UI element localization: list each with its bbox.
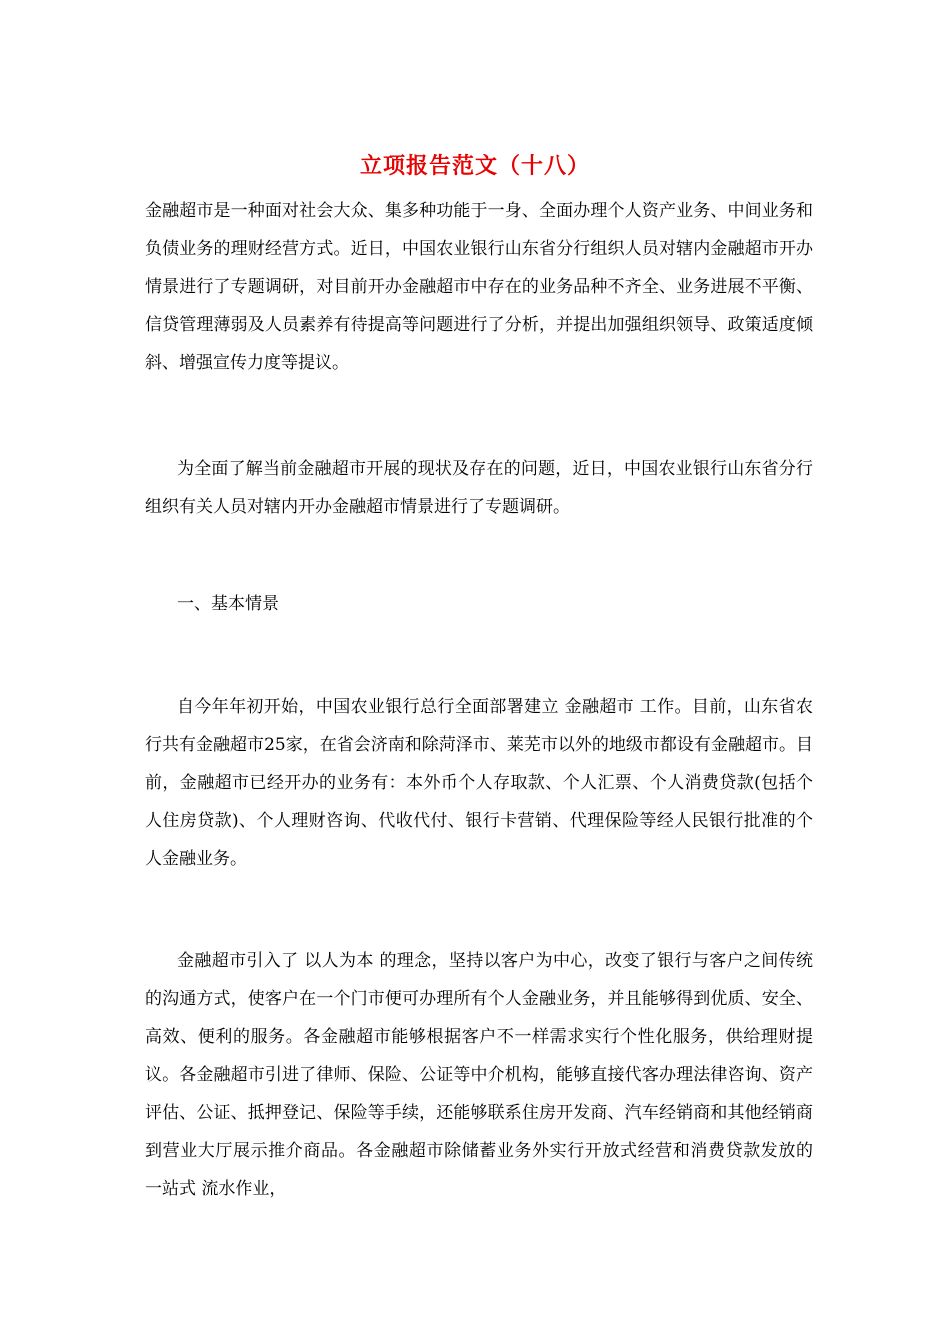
paragraph-background: 为全面了解当前金融超市开展的现状及存在的问题，近日，中国农业银行山东省分行组织有关人员对辖内开办金融超市情景进行了专题调研。: [145, 459, 813, 517]
paragraph-people-oriented: 金融超市引入了 以人为本 的理念，坚持以客户为中心，改变了银行与客户之间传统的沟通方式，使客户在一个门市便可办理所有个人金融业务，并且能够得到优质、安全、高效、便利的服务。各金融超市能够根据客户不一样需求实行个性化服务，供给理财提议。各金融超市引进了律师、保险、公证等中介机构，能够直接代客办理法律咨询、资产评估、公证、抵押登记、保险等手续，还能够联系住房开发商、汽车经销商和其他经销商到营业大厅展示推介商品。各金融超市除储蓄业务外实行开放式经营和消费贷款发放的 一站式 流水作业，: [145, 951, 813, 1199]
paragraph-intro: 金融超市是一种面对社会大众、集多种功能于一身、全面办理个人资产业务、中间业务和负债业务的理财经营方式。近日，中国农业银行山东省分行组织人员对辖内金融超市开办情景进行了专题调研，对目前开办金融超市中存在的业务品种不齐全、业务进展不平衡、信贷管理薄弱及人员素养有待提高等问题进行了分析，并提出加强组织领导、政策适度倾斜、增强宣传力度等提议。: [145, 201, 813, 373]
section-heading-basic-situation: 一、基本情景: [177, 594, 279, 614]
document-title: 立项报告范文（十八）: [359, 153, 590, 179]
paragraph-deployment: 自今年年初开始，中国农业银行总行全面部署建立 金融超市 工作。目前，山东省农行共有金融超市25家，在省会济南和除菏泽市、莱芜市以外的地级市都设有金融超市。目前，金融超市已经开办的业务有：本外币个人存取款、个人汇票、个人消费贷款(包括个人住房贷款)、个人理财咨询、代收代付、银行卡营销、代理保险等经人民银行批准的个人金融业务。: [145, 697, 813, 869]
